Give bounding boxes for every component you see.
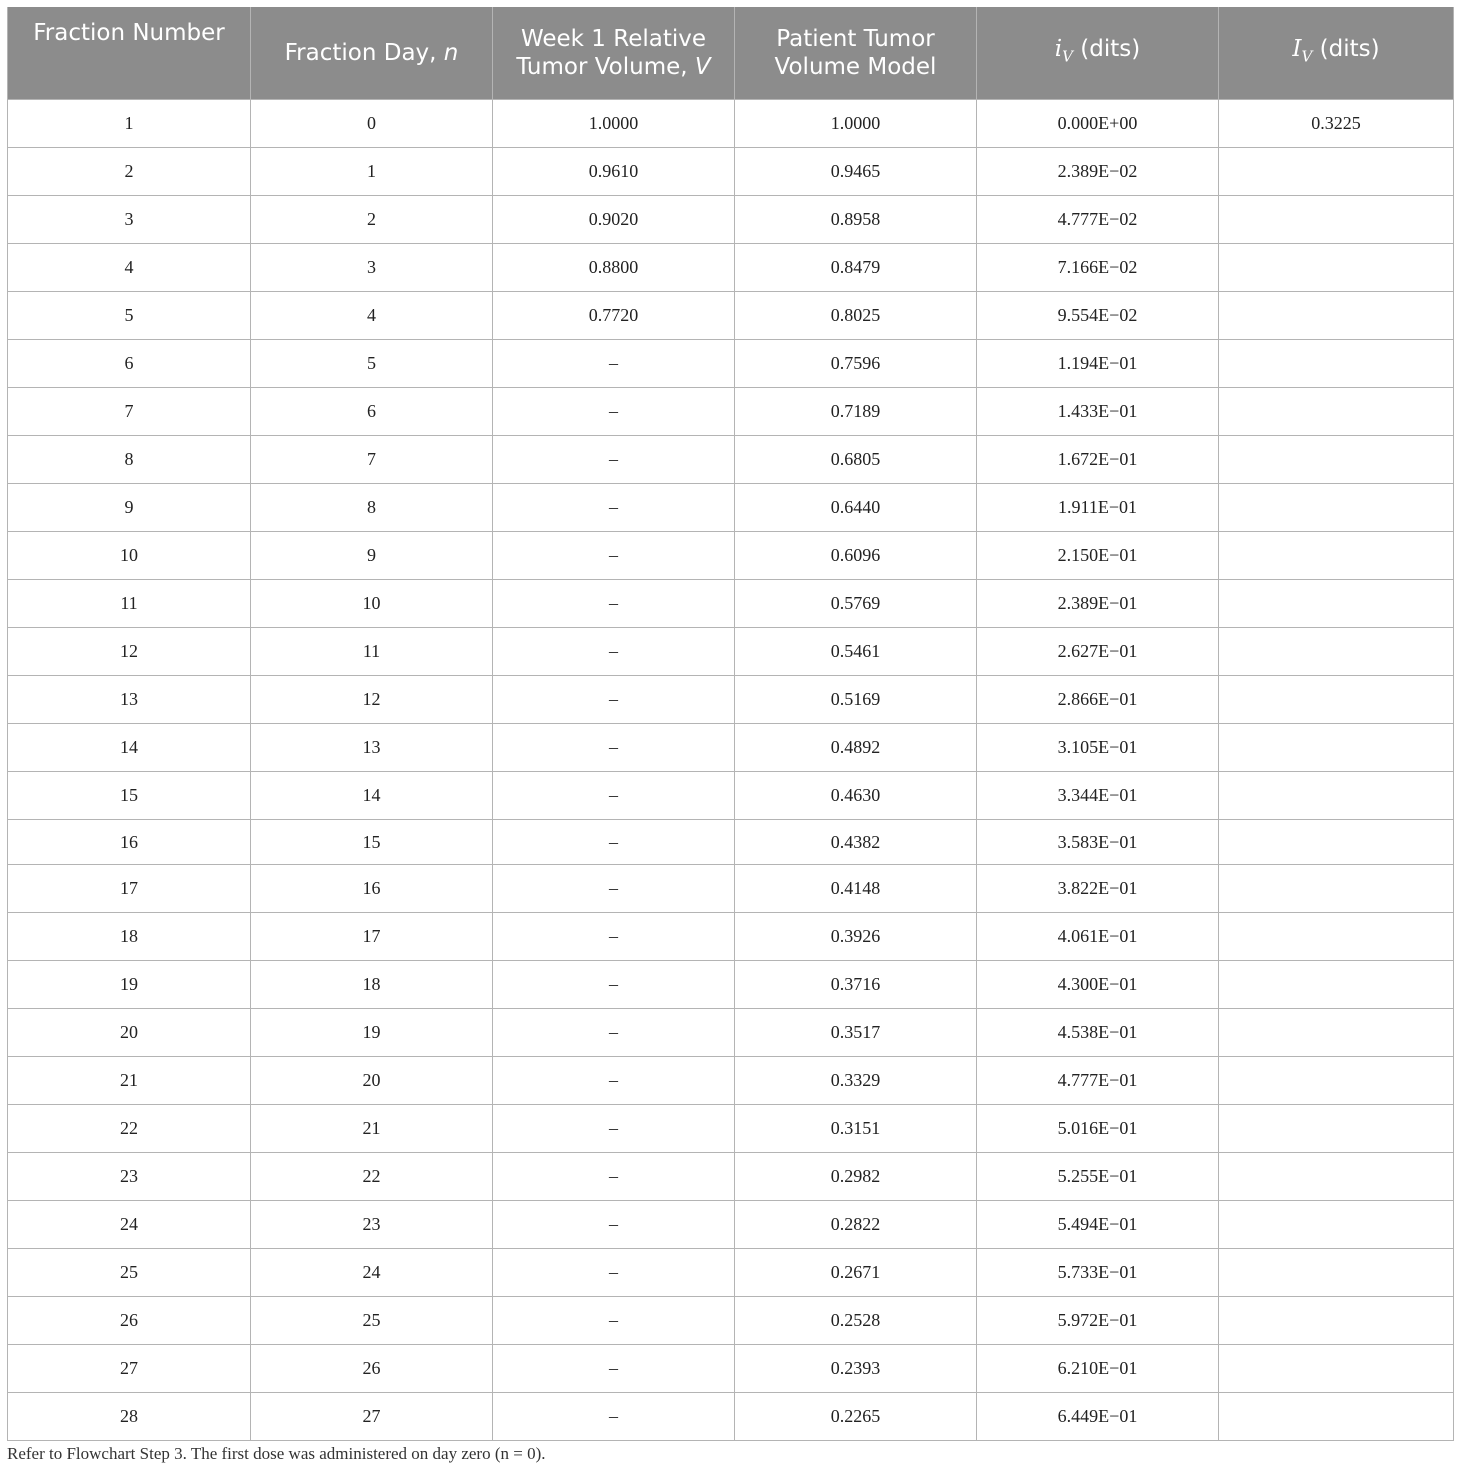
week1-volume-cell: – <box>493 865 735 913</box>
week1-volume-cell: – <box>493 820 735 865</box>
iv-cell: 6.210E−01 <box>977 1345 1219 1393</box>
iv-cell: 1.433E−01 <box>977 388 1219 436</box>
week1-volume-cell: 0.9020 <box>493 196 735 244</box>
fraction-number-cell: 7 <box>8 388 251 436</box>
iv-cell: 2.150E−01 <box>977 532 1219 580</box>
IV-cell <box>1219 913 1454 961</box>
table-row <box>8 1201 1454 1249</box>
header-IV-subscript: V <box>1301 47 1313 66</box>
volume-model-cell: 0.2393 <box>735 1345 977 1393</box>
fraction-number-cell: 23 <box>8 1153 251 1201</box>
volume-model-cell: 0.9465 <box>735 148 977 196</box>
week1-volume-cell: – <box>493 724 735 772</box>
fraction-day-cell: 15 <box>251 820 493 865</box>
volume-model-cell: 0.8025 <box>735 292 977 340</box>
table-row <box>8 1297 1454 1345</box>
table-row <box>8 292 1454 340</box>
volume-model-cell: 0.8479 <box>735 244 977 292</box>
table-row <box>8 961 1454 1009</box>
week1-volume-cell: – <box>493 532 735 580</box>
week1-volume-cell: – <box>493 1249 735 1297</box>
table-row <box>8 676 1454 724</box>
iv-cell: 4.777E−02 <box>977 196 1219 244</box>
fraction-number-cell: 18 <box>8 913 251 961</box>
header-iv-unit: (dits) <box>1072 36 1141 63</box>
week1-volume-cell: – <box>493 388 735 436</box>
fraction-day-cell: 11 <box>251 628 493 676</box>
iv-cell: 5.733E−01 <box>977 1249 1219 1297</box>
volume-model-cell: 0.2982 <box>735 1153 977 1201</box>
volume-model-cell: 0.8958 <box>735 196 977 244</box>
header-iv-letter: i <box>1054 36 1063 63</box>
iv-cell: 3.822E−01 <box>977 865 1219 913</box>
header-model-line2: Volume Model <box>774 54 937 80</box>
fraction-day-cell: 4 <box>251 292 493 340</box>
IV-cell <box>1219 1153 1454 1201</box>
week1-volume-cell: – <box>493 1393 735 1441</box>
fraction-day-cell: 21 <box>251 1105 493 1153</box>
iv-cell: 4.300E−01 <box>977 961 1219 1009</box>
volume-model-cell: 0.2671 <box>735 1249 977 1297</box>
fraction-number-cell: 2 <box>8 148 251 196</box>
week1-volume-cell: – <box>493 436 735 484</box>
fraction-number-cell: 3 <box>8 196 251 244</box>
table-row <box>8 1345 1454 1393</box>
week1-volume-cell: 0.9610 <box>493 148 735 196</box>
iv-cell: 5.972E−01 <box>977 1297 1219 1345</box>
header-week1-line2: Tumor Volume, <box>516 54 695 80</box>
volume-model-cell: 0.6440 <box>735 484 977 532</box>
IV-cell <box>1219 532 1454 580</box>
week1-volume-cell: – <box>493 961 735 1009</box>
IV-cell <box>1219 820 1454 865</box>
volume-model-cell: 0.2528 <box>735 1297 977 1345</box>
iv-cell: 5.494E−01 <box>977 1201 1219 1249</box>
iv-cell: 1.194E−01 <box>977 340 1219 388</box>
fraction-day-cell: 17 <box>251 913 493 961</box>
fraction-number-cell: 11 <box>8 580 251 628</box>
IV-cell <box>1219 1393 1454 1441</box>
table-row <box>8 436 1454 484</box>
iv-cell: 3.105E−01 <box>977 724 1219 772</box>
fraction-day-cell: 18 <box>251 961 493 1009</box>
volume-model-cell: 0.3329 <box>735 1057 977 1105</box>
fraction-day-cell: 0 <box>251 100 493 148</box>
week1-volume-cell: – <box>493 1345 735 1393</box>
fraction-number-cell: 26 <box>8 1297 251 1345</box>
fraction-day-cell: 23 <box>251 1201 493 1249</box>
fraction-number-cell: 4 <box>8 244 251 292</box>
fraction-number-cell: 14 <box>8 724 251 772</box>
IV-cell <box>1219 292 1454 340</box>
volume-model-cell: 0.3716 <box>735 961 977 1009</box>
table-row <box>8 100 1454 148</box>
fraction-day-cell: 27 <box>251 1393 493 1441</box>
volume-model-cell: 0.3151 <box>735 1105 977 1153</box>
volume-model-cell: 0.2265 <box>735 1393 977 1441</box>
fraction-number-cell: 22 <box>8 1105 251 1153</box>
week1-volume-cell: 0.8800 <box>493 244 735 292</box>
iv-cell: 4.538E−01 <box>977 1009 1219 1057</box>
table-row <box>8 484 1454 532</box>
fraction-number-cell: 20 <box>8 1009 251 1057</box>
header-IV-unit: (dits) <box>1312 36 1380 63</box>
iv-cell: 2.389E−02 <box>977 148 1219 196</box>
iv-cell: 0.000E+00 <box>977 100 1219 148</box>
IV-cell <box>1219 1105 1454 1153</box>
IV-cell <box>1219 724 1454 772</box>
IV-cell <box>1219 772 1454 820</box>
week1-volume-cell: – <box>493 1201 735 1249</box>
IV-cell <box>1219 1345 1454 1393</box>
table-header <box>8 7 1454 100</box>
table-row <box>8 244 1454 292</box>
IV-cell <box>1219 676 1454 724</box>
table-row <box>8 340 1454 388</box>
table-footnote: Refer to Flowchart Step 3. The first dose was administered on day zero (n = 0). <box>7 1444 546 1463</box>
fraction-number-cell: 8 <box>8 436 251 484</box>
fraction-number-cell: 16 <box>8 820 251 865</box>
volume-model-cell: 0.2822 <box>735 1201 977 1249</box>
IV-cell <box>1219 1009 1454 1057</box>
fraction-day-cell: 16 <box>251 865 493 913</box>
week1-volume-cell: – <box>493 676 735 724</box>
fraction-day-cell: 24 <box>251 1249 493 1297</box>
table-row <box>8 580 1454 628</box>
IV-cell <box>1219 340 1454 388</box>
IV-cell: 0.3225 <box>1219 100 1454 148</box>
IV-cell <box>1219 1297 1454 1345</box>
table-row <box>8 1009 1454 1057</box>
table-row <box>8 196 1454 244</box>
fraction-day-cell: 7 <box>251 436 493 484</box>
iv-cell: 3.583E−01 <box>977 820 1219 865</box>
iv-cell: 1.911E−01 <box>977 484 1219 532</box>
table-row <box>8 1057 1454 1105</box>
volume-model-cell: 1.0000 <box>735 100 977 148</box>
IV-cell <box>1219 1249 1454 1297</box>
table-row <box>8 1153 1454 1201</box>
IV-cell <box>1219 436 1454 484</box>
fraction-number-cell: 6 <box>8 340 251 388</box>
iv-cell: 5.016E−01 <box>977 1105 1219 1153</box>
fraction-day-cell: 6 <box>251 388 493 436</box>
iv-cell: 4.777E−01 <box>977 1057 1219 1105</box>
IV-cell <box>1219 1057 1454 1105</box>
iv-cell: 4.061E−01 <box>977 913 1219 961</box>
fraction-day-cell: 10 <box>251 580 493 628</box>
IV-cell <box>1219 961 1454 1009</box>
header-IV <box>1219 7 1454 100</box>
iv-cell: 1.672E−01 <box>977 436 1219 484</box>
iv-cell: 6.449E−01 <box>977 1393 1219 1441</box>
fraction-day-cell: 2 <box>251 196 493 244</box>
week1-volume-cell: – <box>493 628 735 676</box>
IV-cell <box>1219 865 1454 913</box>
fraction-number-cell: 24 <box>8 1201 251 1249</box>
table-row <box>8 913 1454 961</box>
header-iv-subscript: V <box>1062 47 1073 66</box>
header-fraction-day-text: Fraction Day, <box>284 40 444 66</box>
fraction-day-cell: 12 <box>251 676 493 724</box>
volume-model-cell: 0.4630 <box>735 772 977 820</box>
volume-model-cell: 0.4892 <box>735 724 977 772</box>
header-week1-variable: V <box>694 54 711 80</box>
fraction-day-cell: 13 <box>251 724 493 772</box>
volume-model-cell: 0.4382 <box>735 820 977 865</box>
IV-cell <box>1219 628 1454 676</box>
header-fraction-day <box>251 7 493 100</box>
week1-volume-cell: – <box>493 580 735 628</box>
IV-cell <box>1219 244 1454 292</box>
week1-volume-cell: 0.7720 <box>493 292 735 340</box>
fraction-day-cell: 14 <box>251 772 493 820</box>
iv-cell: 2.866E−01 <box>977 676 1219 724</box>
IV-cell <box>1219 148 1454 196</box>
iv-cell: 7.166E−02 <box>977 244 1219 292</box>
table-row <box>8 1105 1454 1153</box>
volume-model-cell: 0.5769 <box>735 580 977 628</box>
table-row <box>8 532 1454 580</box>
fraction-number-cell: 15 <box>8 772 251 820</box>
header-iv-symbol <box>1054 36 1073 66</box>
table-row <box>8 628 1454 676</box>
volume-model-cell: 0.6096 <box>735 532 977 580</box>
table-row <box>8 1249 1454 1297</box>
fraction-number-cell: 10 <box>8 532 251 580</box>
header-IV-symbol <box>1292 36 1313 66</box>
header-fraction-day-variable: n <box>443 40 459 66</box>
week1-volume-cell: – <box>493 1009 735 1057</box>
header-fraction-number <box>8 7 251 100</box>
volume-model-cell: 0.7596 <box>735 340 977 388</box>
iv-cell: 2.627E−01 <box>977 628 1219 676</box>
table-body <box>8 100 1454 1441</box>
fraction-day-cell: 9 <box>251 532 493 580</box>
fraction-number-cell: 1 <box>8 100 251 148</box>
fraction-number-cell: 13 <box>8 676 251 724</box>
table-row <box>8 724 1454 772</box>
fraction-number-cell: 27 <box>8 1345 251 1393</box>
IV-cell <box>1219 484 1454 532</box>
volume-model-cell: 0.6805 <box>735 436 977 484</box>
table-row <box>8 772 1454 820</box>
volume-model-cell: 0.3926 <box>735 913 977 961</box>
fraction-day-cell: 25 <box>251 1297 493 1345</box>
fraction-number-cell: 9 <box>8 484 251 532</box>
IV-cell <box>1219 1201 1454 1249</box>
fraction-number-cell: 28 <box>8 1393 251 1441</box>
header-row <box>8 7 1454 100</box>
volume-model-cell: 0.5461 <box>735 628 977 676</box>
table-row <box>8 148 1454 196</box>
table-row <box>8 820 1454 865</box>
fraction-number-cell: 17 <box>8 865 251 913</box>
week1-volume-cell: – <box>493 1297 735 1345</box>
fraction-day-cell: 22 <box>251 1153 493 1201</box>
fraction-number-cell: 5 <box>8 292 251 340</box>
week1-volume-cell: – <box>493 1105 735 1153</box>
volume-model-cell: 0.3517 <box>735 1009 977 1057</box>
table-row <box>8 865 1454 913</box>
fraction-day-cell: 8 <box>251 484 493 532</box>
data-table <box>7 7 1454 1441</box>
header-iv <box>977 7 1219 100</box>
fraction-day-cell: 19 <box>251 1009 493 1057</box>
IV-cell <box>1219 388 1454 436</box>
header-volume-model <box>735 7 977 100</box>
week1-volume-cell: – <box>493 772 735 820</box>
volume-model-cell: 0.7189 <box>735 388 977 436</box>
fraction-number-cell: 19 <box>8 961 251 1009</box>
iv-cell: 2.389E−01 <box>977 580 1219 628</box>
fraction-day-cell: 1 <box>251 148 493 196</box>
IV-cell <box>1219 196 1454 244</box>
fraction-number-cell: 25 <box>8 1249 251 1297</box>
week1-volume-cell: – <box>493 340 735 388</box>
iv-cell: 3.344E−01 <box>977 772 1219 820</box>
table-row <box>8 1393 1454 1441</box>
header-week1-volume <box>493 7 735 100</box>
table-row <box>8 388 1454 436</box>
week1-volume-cell: 1.0000 <box>493 100 735 148</box>
fraction-day-cell: 5 <box>251 340 493 388</box>
week1-volume-cell: – <box>493 913 735 961</box>
fraction-day-cell: 3 <box>251 244 493 292</box>
iv-cell: 5.255E−01 <box>977 1153 1219 1201</box>
IV-cell <box>1219 580 1454 628</box>
week1-volume-cell: – <box>493 484 735 532</box>
week1-volume-cell: – <box>493 1153 735 1201</box>
header-week1-line1: Week 1 Relative <box>520 26 707 52</box>
week1-volume-cell: – <box>493 1057 735 1105</box>
volume-model-cell: 0.5169 <box>735 676 977 724</box>
header-IV-letter: I <box>1292 36 1302 63</box>
fraction-number-cell: 12 <box>8 628 251 676</box>
fraction-day-cell: 20 <box>251 1057 493 1105</box>
header-model-line1: Patient Tumor <box>776 26 935 52</box>
header-fraction-number-text: Fraction Number <box>33 20 225 46</box>
fraction-number-cell: 21 <box>8 1057 251 1105</box>
volume-model-cell: 0.4148 <box>735 865 977 913</box>
fraction-day-cell: 26 <box>251 1345 493 1393</box>
iv-cell: 9.554E−02 <box>977 292 1219 340</box>
